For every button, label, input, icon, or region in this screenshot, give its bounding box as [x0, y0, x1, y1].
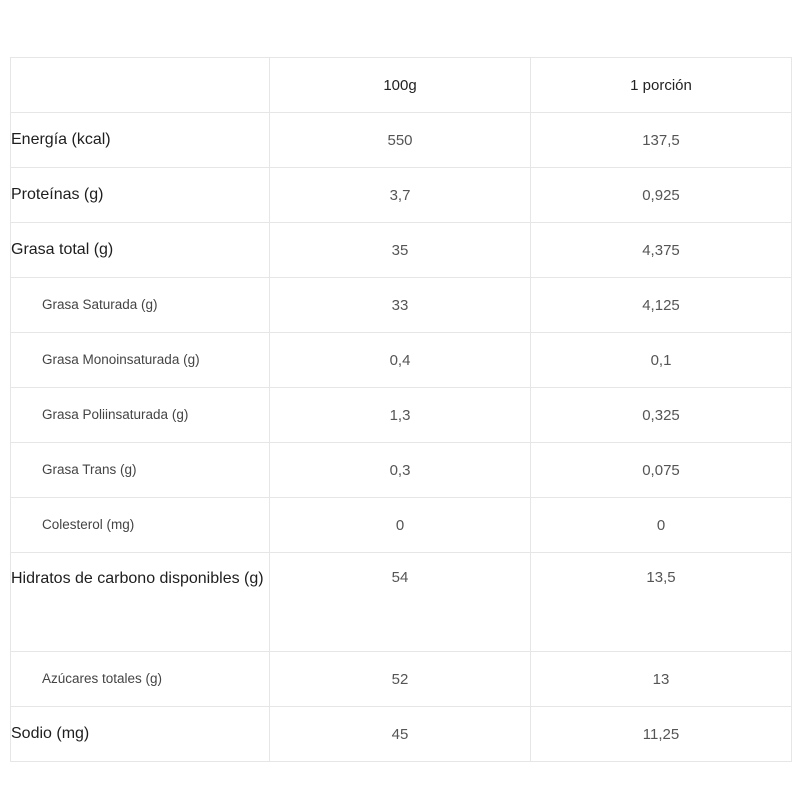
row-label: Grasa Monoinsaturada (g) [11, 333, 270, 388]
value-100g: 550 [270, 113, 531, 168]
table-row-grasa-poliinsaturada [11, 388, 792, 443]
value-portion: 11,25 [531, 707, 792, 762]
value-portion: 0 [531, 498, 792, 553]
header-cell-empty [11, 58, 270, 113]
value-portion: 0,1 [531, 333, 792, 388]
row-label: Grasa Saturada (g) [11, 278, 270, 333]
table-row-sodio [11, 707, 792, 762]
row-label: Proteínas (g) [11, 168, 270, 223]
value-portion: 0,925 [531, 168, 792, 223]
value-100g: 52 [270, 652, 531, 707]
value-portion: 13,5 [531, 553, 792, 652]
value-100g: 45 [270, 707, 531, 762]
row-label: Colesterol (mg) [11, 498, 270, 553]
row-label: Grasa Trans (g) [11, 443, 270, 498]
value-100g: 3,7 [270, 168, 531, 223]
table-row-proteinas [11, 168, 792, 223]
row-label: Grasa Poliinsaturada (g) [11, 388, 270, 443]
value-100g: 1,3 [270, 388, 531, 443]
value-portion: 0,325 [531, 388, 792, 443]
value-portion: 0,075 [531, 443, 792, 498]
row-label: Hidratos de carbono disponibles (g) [11, 553, 270, 652]
table-row-hidratos [11, 553, 792, 652]
nutrition-table-container [10, 57, 791, 762]
nutrition-table [10, 57, 792, 762]
value-100g: 0,3 [270, 443, 531, 498]
header-cell-100g: 100g [270, 58, 531, 113]
value-100g: 35 [270, 223, 531, 278]
row-label: Energía (kcal) [11, 113, 270, 168]
value-100g: 54 [270, 553, 531, 652]
table-row-energia [11, 113, 792, 168]
row-label: Sodio (mg) [11, 707, 270, 762]
row-label: Grasa total (g) [11, 223, 270, 278]
table-row-grasa-trans [11, 443, 792, 498]
table-row-azucares [11, 652, 792, 707]
table-row-grasa-monoinsaturada [11, 333, 792, 388]
value-100g: 33 [270, 278, 531, 333]
table-row-grasa-saturada [11, 278, 792, 333]
table-row-colesterol [11, 498, 792, 553]
value-portion: 13 [531, 652, 792, 707]
value-portion: 4,125 [531, 278, 792, 333]
table-header-row [11, 58, 792, 113]
row-label: Azúcares totales (g) [11, 652, 270, 707]
value-100g: 0,4 [270, 333, 531, 388]
value-portion: 4,375 [531, 223, 792, 278]
table-row-grasa-total [11, 223, 792, 278]
value-100g: 0 [270, 498, 531, 553]
header-cell-portion: 1 porción [531, 58, 792, 113]
value-portion: 137,5 [531, 113, 792, 168]
